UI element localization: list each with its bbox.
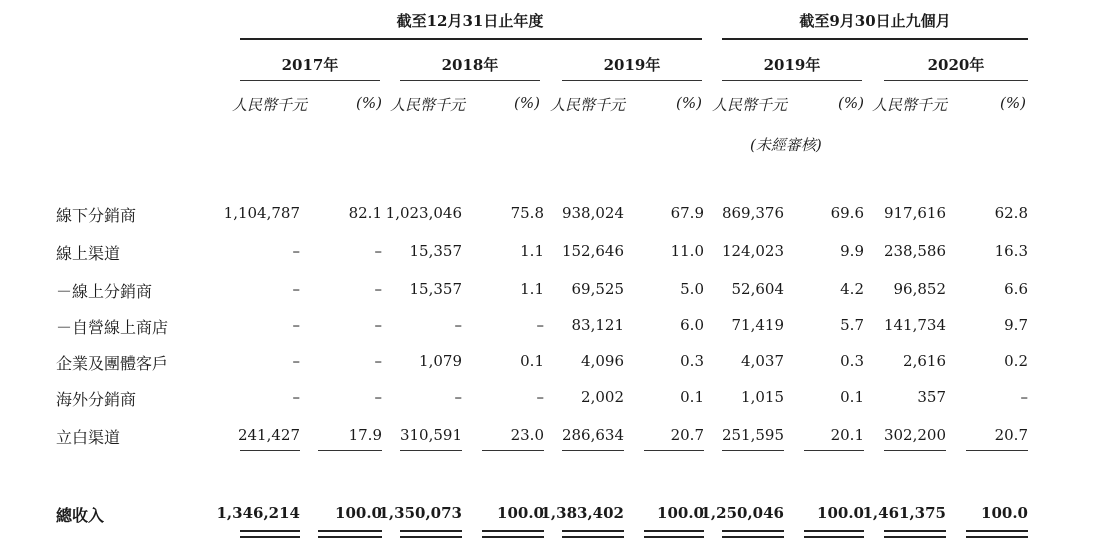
subtotal-rule bbox=[240, 450, 300, 451]
total-double-rule bbox=[562, 530, 624, 532]
table-cell: 4,096 bbox=[581, 352, 624, 370]
subtotal-rule bbox=[804, 450, 864, 451]
row-label: 線下分銷商 bbox=[56, 206, 137, 225]
year-rule bbox=[240, 80, 380, 81]
table-cell: 124,023 bbox=[721, 242, 784, 260]
row-label: －自營線上商店 bbox=[56, 318, 169, 337]
group-title-nine-months: 截至9月30日止九個月 bbox=[799, 12, 951, 30]
table-cell: 1,023,046 bbox=[385, 204, 462, 222]
table-cell: – bbox=[1020, 388, 1028, 406]
table-cell: 251,595 bbox=[721, 426, 784, 444]
subtotal-rule bbox=[318, 450, 382, 451]
total-double-rule bbox=[884, 530, 946, 532]
table-cell: 67.9 bbox=[670, 204, 704, 222]
table-cell: – bbox=[536, 388, 544, 406]
table-cell: 71,419 bbox=[731, 316, 784, 334]
total-cell: 1,346,214 bbox=[216, 504, 300, 522]
subtotal-rule bbox=[562, 450, 624, 451]
table-cell: 0.3 bbox=[840, 352, 864, 370]
table-cell: 286,634 bbox=[561, 426, 624, 444]
table-cell: 11.0 bbox=[670, 242, 704, 260]
table-cell: – bbox=[536, 316, 544, 334]
unit-amount: 人民幣千元 bbox=[232, 96, 308, 114]
table-cell: 96,852 bbox=[893, 280, 946, 298]
total-cell: 100.0 bbox=[981, 504, 1028, 522]
total-double-rule bbox=[966, 530, 1028, 532]
table-cell: 83,121 bbox=[571, 316, 624, 334]
table-cell: 2,616 bbox=[903, 352, 946, 370]
table-cell: 75.8 bbox=[510, 204, 544, 222]
group-title-annual: 截至12月31日止年度 bbox=[396, 12, 544, 30]
total-cell: 100.0 bbox=[497, 504, 544, 522]
total-cell: 1,250,046 bbox=[700, 504, 784, 522]
subtotal-rule bbox=[966, 450, 1028, 451]
table-cell: 69,525 bbox=[571, 280, 624, 298]
table-cell: 0.2 bbox=[1004, 352, 1028, 370]
table-cell: 1,015 bbox=[741, 388, 784, 406]
total-double-rule bbox=[804, 536, 864, 538]
total-cell: 100.0 bbox=[817, 504, 864, 522]
table-cell: 62.8 bbox=[994, 204, 1028, 222]
unaudited-note: (未經審核) bbox=[750, 136, 822, 154]
total-cell: 1,383,402 bbox=[540, 504, 624, 522]
row-label: 企業及團體客戶 bbox=[56, 354, 169, 373]
total-cell: 1,461,375 bbox=[862, 504, 946, 522]
table-cell: 1,104,787 bbox=[223, 204, 300, 222]
row-label: 立白渠道 bbox=[56, 428, 121, 447]
year-2018: 2018年 bbox=[441, 56, 499, 74]
subtotal-rule bbox=[722, 450, 784, 451]
table-cell: 0.1 bbox=[680, 388, 704, 406]
total-double-rule bbox=[400, 536, 462, 538]
total-cell: 100.0 bbox=[335, 504, 382, 522]
table-cell: – bbox=[292, 388, 300, 406]
table-cell: – bbox=[374, 388, 382, 406]
table-cell: 917,616 bbox=[883, 204, 946, 222]
table-cell: 357 bbox=[917, 388, 946, 406]
group-rule-annual bbox=[240, 38, 702, 40]
total-double-rule bbox=[722, 530, 784, 532]
table-cell: 15,357 bbox=[409, 280, 462, 298]
year-2020-nine-months: 2020年 bbox=[927, 56, 985, 74]
total-double-rule bbox=[318, 536, 382, 538]
row-label: －線上分銷商 bbox=[56, 282, 153, 301]
table-cell: 152,646 bbox=[561, 242, 624, 260]
total-double-rule bbox=[722, 536, 784, 538]
table-cell: 0.1 bbox=[840, 388, 864, 406]
year-2019: 2019年 bbox=[603, 56, 661, 74]
total-double-rule bbox=[482, 536, 544, 538]
group-rule-nine-months bbox=[722, 38, 1028, 40]
unit-percent: (%) bbox=[514, 94, 540, 112]
table-cell: 82.1 bbox=[348, 204, 382, 222]
table-cell: – bbox=[374, 352, 382, 370]
table-cell: 1.1 bbox=[520, 242, 544, 260]
year-rule bbox=[562, 80, 702, 81]
total-double-rule bbox=[804, 530, 864, 532]
table-cell: – bbox=[292, 316, 300, 334]
table-cell: 16.3 bbox=[994, 242, 1028, 260]
table-cell: 6.6 bbox=[1004, 280, 1028, 298]
table-cell: 938,024 bbox=[561, 204, 624, 222]
unit-amount: 人民幣千元 bbox=[390, 96, 466, 114]
table-cell: – bbox=[292, 242, 300, 260]
unit-amount: 人民幣千元 bbox=[872, 96, 948, 114]
total-double-rule bbox=[966, 536, 1028, 538]
table-cell: 302,200 bbox=[883, 426, 946, 444]
table-cell: 5.0 bbox=[680, 280, 704, 298]
subtotal-rule bbox=[482, 450, 544, 451]
unit-percent: (%) bbox=[838, 94, 864, 112]
total-double-rule bbox=[482, 530, 544, 532]
subtotal-rule bbox=[400, 450, 462, 451]
total-double-rule bbox=[318, 530, 382, 532]
total-double-rule bbox=[240, 536, 300, 538]
table-cell: – bbox=[292, 280, 300, 298]
year-rule bbox=[400, 80, 540, 81]
total-double-rule bbox=[644, 530, 704, 532]
table-cell: 20.7 bbox=[994, 426, 1028, 444]
table-cell: 310,591 bbox=[399, 426, 462, 444]
total-cell: 1,350,073 bbox=[378, 504, 462, 522]
subtotal-rule bbox=[644, 450, 704, 451]
table-cell: – bbox=[374, 280, 382, 298]
unit-percent: (%) bbox=[356, 94, 382, 112]
row-label: 海外分銷商 bbox=[56, 390, 137, 409]
table-cell: 241,427 bbox=[237, 426, 300, 444]
table-cell: 20.1 bbox=[830, 426, 864, 444]
year-2019-nine-months: 2019年 bbox=[763, 56, 821, 74]
year-rule bbox=[884, 80, 1028, 81]
table-cell: 20.7 bbox=[670, 426, 704, 444]
unit-amount: 人民幣千元 bbox=[550, 96, 626, 114]
table-cell: 6.0 bbox=[680, 316, 704, 334]
table-cell: 1.1 bbox=[520, 280, 544, 298]
total-double-rule bbox=[884, 536, 946, 538]
total-label: 總收入 bbox=[56, 506, 105, 525]
table-cell: 869,376 bbox=[721, 204, 784, 222]
table-cell: 9.7 bbox=[1004, 316, 1028, 334]
unit-percent: (%) bbox=[676, 94, 702, 112]
table-cell: 0.1 bbox=[520, 352, 544, 370]
table-cell: 141,734 bbox=[883, 316, 946, 334]
table-cell: – bbox=[374, 316, 382, 334]
total-double-rule bbox=[400, 530, 462, 532]
table-cell: 23.0 bbox=[510, 426, 544, 444]
total-double-rule bbox=[240, 530, 300, 532]
table-cell: 4.2 bbox=[840, 280, 864, 298]
total-double-rule bbox=[562, 536, 624, 538]
table-cell: 1,079 bbox=[419, 352, 462, 370]
table-cell: 0.3 bbox=[680, 352, 704, 370]
table-cell: 17.9 bbox=[348, 426, 382, 444]
table-cell: 9.9 bbox=[840, 242, 864, 260]
table-cell: – bbox=[292, 352, 300, 370]
table-cell: 52,604 bbox=[731, 280, 784, 298]
row-label: 線上渠道 bbox=[56, 244, 121, 263]
table-cell: 15,357 bbox=[409, 242, 462, 260]
table-cell: – bbox=[374, 242, 382, 260]
total-cell: 100.0 bbox=[657, 504, 704, 522]
year-2017: 2017年 bbox=[281, 56, 339, 74]
table-cell: – bbox=[454, 388, 462, 406]
total-double-rule bbox=[644, 536, 704, 538]
table-cell: 69.6 bbox=[830, 204, 864, 222]
year-rule bbox=[722, 80, 862, 81]
table-cell: 238,586 bbox=[883, 242, 946, 260]
table-cell: 4,037 bbox=[741, 352, 784, 370]
unit-amount: 人民幣千元 bbox=[712, 96, 788, 114]
table-cell: 5.7 bbox=[840, 316, 864, 334]
table-cell: 2,002 bbox=[581, 388, 624, 406]
table-cell: – bbox=[454, 316, 462, 334]
unit-percent: (%) bbox=[1000, 94, 1026, 112]
subtotal-rule bbox=[884, 450, 946, 451]
